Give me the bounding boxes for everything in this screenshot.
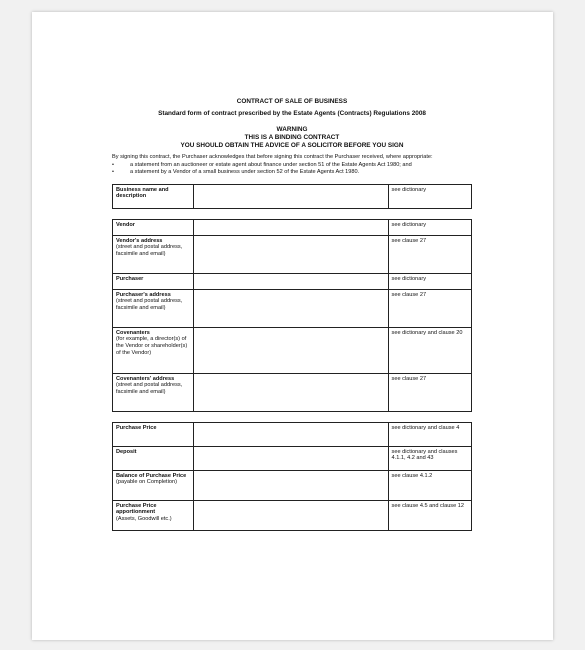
- business-name-input[interactable]: [194, 184, 388, 208]
- vendor-address-sublabel: (street and postal address, facsimile and email): [116, 244, 183, 257]
- balance-sublabel: (payable on Completion): [116, 479, 177, 486]
- balance-note: see clause 4.1.2: [391, 472, 433, 479]
- business-name-label: Business name and description: [116, 186, 169, 200]
- solicitor-advice: YOU SHOULD OBTAIN THE ADVICE OF A SOLICITOR BEFORE YOU SIGN: [180, 142, 404, 149]
- field-label-cell: [113, 219, 194, 235]
- field-note-cell: [388, 219, 471, 235]
- field-note-cell: [388, 289, 471, 327]
- table-row: [113, 235, 472, 273]
- deposit-label: Deposit: [116, 448, 137, 455]
- field-label-cell: [113, 273, 194, 289]
- purchaser-input[interactable]: [194, 273, 388, 289]
- table-row: [113, 422, 472, 446]
- bullet-mark: •: [112, 169, 114, 176]
- field-label-cell: [113, 327, 194, 373]
- apportionment-input[interactable]: [194, 500, 388, 530]
- field-label-cell: [113, 373, 194, 411]
- purchaser-label: Purchaser: [116, 275, 144, 282]
- purchaser-address-note: see clause 27: [391, 291, 427, 298]
- field-note-cell: [388, 470, 471, 500]
- purchaser-address-input[interactable]: [194, 289, 388, 327]
- business-table: [112, 184, 472, 209]
- field-note-cell: [388, 235, 471, 273]
- field-label-cell: [113, 470, 194, 500]
- field-label-cell: [113, 422, 194, 446]
- purchase-price-input[interactable]: [194, 422, 388, 446]
- balance-input[interactable]: [194, 470, 388, 500]
- intro-lead: By signing this contract, the Purchaser acknowledges that before signing this contract the Purchaser received, where appropriate:: [112, 154, 433, 160]
- table-row: [113, 470, 472, 500]
- table-row: [113, 446, 472, 470]
- purchase-price-label: Purchase Price: [116, 424, 157, 431]
- contract-subtitle: Standard form of contract prescribed by the Estate Agents (Contracts) Regulations 2008: [158, 110, 426, 117]
- field-note-cell: [388, 500, 471, 530]
- bullet-text-2: a statement by a Vendor of a small business under section 52 of the Estate Agents Act 1980.: [130, 169, 360, 176]
- purchaser-address-label: Purchaser's address: [116, 291, 171, 298]
- business-name-note: see dictionary: [391, 186, 427, 193]
- field-label-cell: [113, 446, 194, 470]
- purchaser-note: see dictionary: [391, 275, 427, 282]
- document-page: [32, 12, 553, 640]
- intro-bullet-1: [112, 162, 472, 170]
- deposit-input[interactable]: [194, 446, 388, 470]
- table-row: [113, 500, 472, 530]
- parties-table: [112, 219, 472, 412]
- covenanters-sublabel: (for example, a director(s) of the Vendor or shareholder(s) of the Vendor): [116, 336, 188, 356]
- vendor-input[interactable]: [194, 219, 388, 235]
- field-note-cell: [388, 327, 471, 373]
- table-row: [113, 327, 472, 373]
- field-note-cell: [388, 184, 471, 208]
- field-note-cell: [388, 422, 471, 446]
- field-note-cell: [388, 273, 471, 289]
- deposit-note: see dictionary and clauses 4.1.1, 4.2 and 43: [391, 448, 458, 462]
- field-label-cell: [113, 184, 194, 208]
- balance-label: Balance of Purchase Price: [116, 472, 187, 479]
- vendor-address-note: see clause 27: [391, 237, 427, 244]
- field-note-cell: [388, 373, 471, 411]
- covenanters-note: see dictionary and clause 20: [391, 329, 463, 336]
- table-row: [113, 289, 472, 327]
- field-label-cell: [113, 235, 194, 273]
- covenanters-address-label: Covenanters' address: [116, 375, 175, 382]
- intro-section: [112, 154, 472, 177]
- intro-bullet-2: [112, 169, 472, 177]
- purchase-price-note: see dictionary and clause 4: [391, 424, 460, 431]
- table-row: [113, 373, 472, 411]
- table-row: [113, 184, 472, 208]
- covenanters-address-input[interactable]: [194, 373, 388, 411]
- bullet-mark: •: [112, 161, 114, 168]
- warning-heading: WARNING: [276, 126, 308, 133]
- price-table: [112, 422, 472, 531]
- apportionment-label: Purchase Price apportionment: [116, 502, 157, 516]
- document-content: [112, 98, 472, 531]
- vendor-address-input[interactable]: [194, 235, 388, 273]
- table-row: [113, 219, 472, 235]
- bullet-text-1: a statement from an auctioneer or estate agent about finance under section 51 of the Estate Agents Act 1980; and: [130, 161, 412, 168]
- covenanters-address-sublabel: (street and postal address, facsimile and email): [116, 382, 183, 395]
- field-note-cell: [388, 446, 471, 470]
- vendor-note: see dictionary: [391, 221, 427, 228]
- binding-notice: THIS IS A BINDING CONTRACT: [244, 134, 340, 141]
- covenanters-address-note: see clause 27: [391, 375, 427, 382]
- field-label-cell: [113, 500, 194, 530]
- apportionment-note: see clause 4.5 and clause 12: [391, 502, 464, 509]
- table-row: [113, 273, 472, 289]
- vendor-label: Vendor: [116, 221, 135, 228]
- purchaser-address-sublabel: (street and postal address, facsimile and email): [116, 298, 183, 311]
- field-label-cell: [113, 289, 194, 327]
- covenanters-label: Covenanters: [116, 329, 150, 336]
- apportionment-sublabel: (Assets, Goodwill etc.): [116, 515, 172, 522]
- covenanters-input[interactable]: [194, 327, 388, 373]
- vendor-address-label: Vendor's address: [116, 237, 163, 244]
- contract-title: CONTRACT OF SALE OF BUSINESS: [236, 98, 348, 105]
